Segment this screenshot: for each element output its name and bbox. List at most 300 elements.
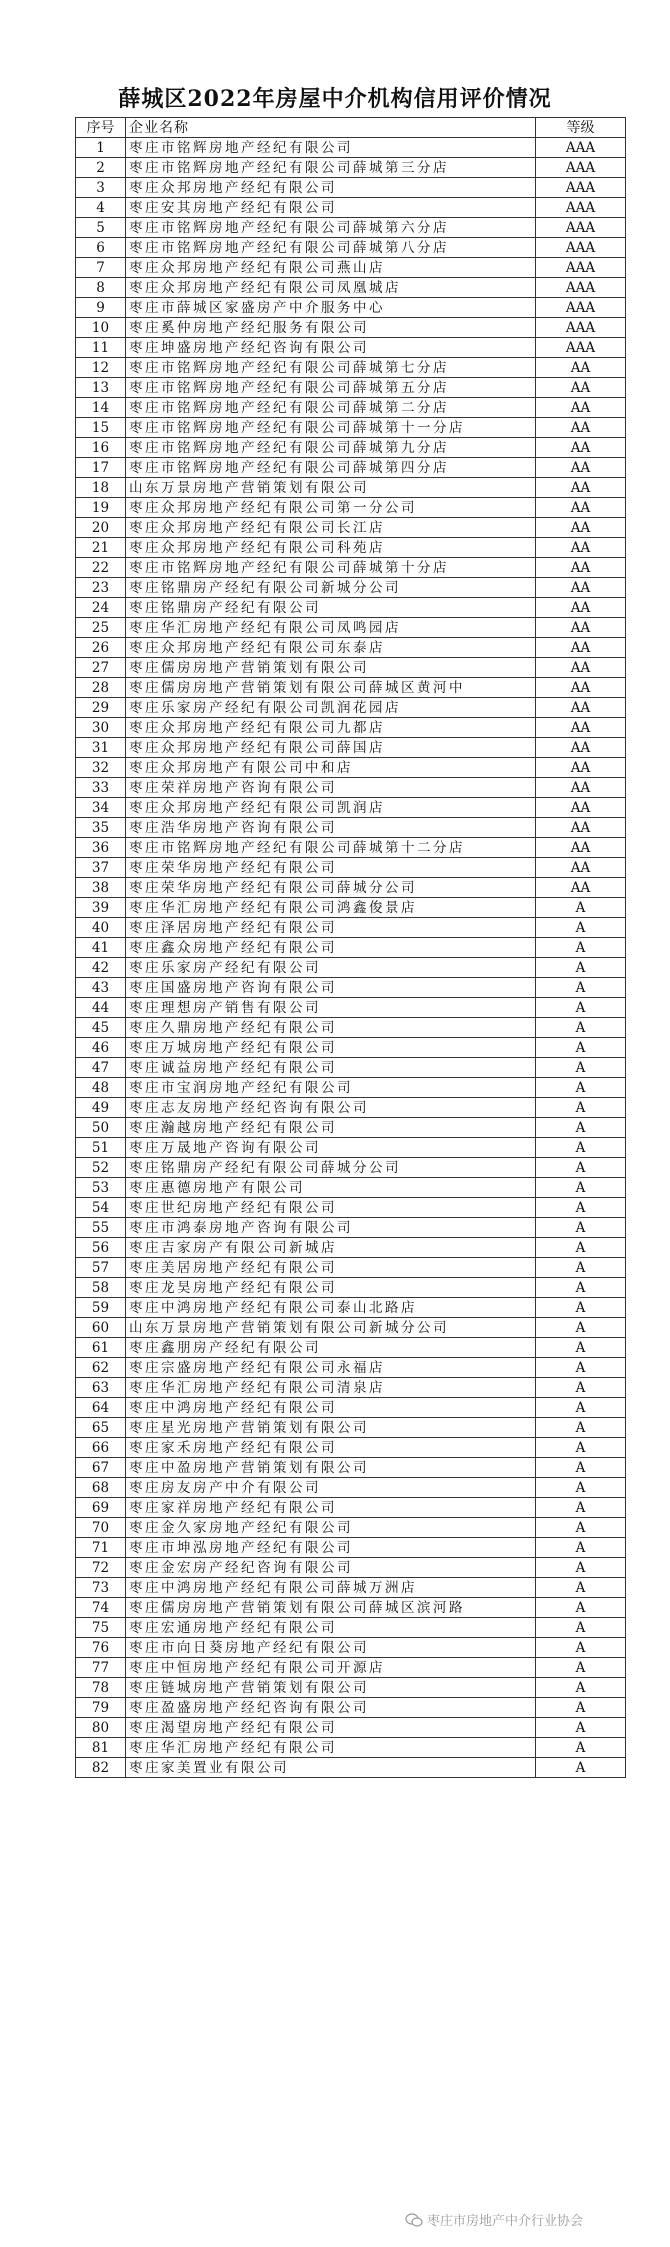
row-index: 27	[76, 658, 126, 678]
table-row	[76, 1018, 626, 1038]
row-grade: A	[536, 1578, 626, 1598]
row-company-name: 枣庄鑫众房地产经纪有限公司	[126, 938, 536, 958]
table-row	[76, 1238, 626, 1258]
row-grade: A	[536, 1278, 626, 1298]
row-grade: A	[536, 1258, 626, 1278]
table-row	[76, 978, 626, 998]
table-row	[76, 158, 626, 178]
row-grade: A	[536, 1018, 626, 1038]
row-company-name: 枣庄众邦房地产经纪有限公司凯润店	[126, 798, 536, 818]
table-row	[76, 1218, 626, 1238]
row-grade: A	[536, 1118, 626, 1138]
row-index: 19	[76, 498, 126, 518]
row-grade: A	[536, 1618, 626, 1638]
row-grade: A	[536, 1158, 626, 1178]
row-index: 46	[76, 1038, 126, 1058]
row-grade: AAA	[536, 218, 626, 238]
row-index: 50	[76, 1118, 126, 1138]
table-row	[76, 1258, 626, 1278]
row-company-name: 枣庄国盛房地产咨询有限公司	[126, 978, 536, 998]
row-index: 40	[76, 918, 126, 938]
table-row	[76, 818, 626, 838]
row-index: 51	[76, 1138, 126, 1158]
row-company-name: 枣庄中盈房地产营销策划有限公司	[126, 1458, 536, 1478]
row-grade: AA	[536, 558, 626, 578]
row-index: 53	[76, 1178, 126, 1198]
row-index: 29	[76, 698, 126, 718]
row-grade: A	[536, 1238, 626, 1258]
table-row	[76, 1478, 626, 1498]
row-grade: A	[536, 918, 626, 938]
row-index: 8	[76, 278, 126, 298]
row-company-name: 枣庄乐家房产经纪有限公司	[126, 958, 536, 978]
row-grade: AAA	[536, 138, 626, 158]
row-grade: A	[536, 1398, 626, 1418]
row-company-name: 枣庄金久家房地产经纪有限公司	[126, 1518, 536, 1538]
table-row	[76, 678, 626, 698]
table-row	[76, 1678, 626, 1698]
row-grade: A	[536, 1318, 626, 1338]
row-grade: AA	[536, 798, 626, 818]
table-row	[76, 378, 626, 398]
row-index: 54	[76, 1198, 126, 1218]
row-grade: AAA	[536, 298, 626, 318]
row-grade: A	[536, 958, 626, 978]
row-company-name: 枣庄乐家房产经纪有限公司凯润花园店	[126, 698, 536, 718]
row-company-name: 枣庄中鸿房地产经纪有限公司	[126, 1398, 536, 1418]
row-company-name: 枣庄惠德房地产有限公司	[126, 1178, 536, 1198]
table-row	[76, 1718, 626, 1738]
row-index: 31	[76, 738, 126, 758]
row-index: 30	[76, 718, 126, 738]
row-company-name: 山东万景房地产营销策划有限公司新城分公司	[126, 1318, 536, 1338]
page-title: 薛城区2022年房屋中介机构信用评价情况	[118, 86, 552, 112]
row-company-name: 枣庄盈盛房地产经纪咨询有限公司	[126, 1698, 536, 1718]
table-row	[76, 878, 626, 898]
row-company-name: 枣庄众邦房地产经纪有限公司燕山店	[126, 258, 536, 278]
row-company-name: 枣庄市铭辉房地产经纪有限公司薛城第七分店	[126, 358, 536, 378]
table-row	[76, 1758, 626, 1778]
row-index: 80	[76, 1718, 126, 1738]
row-index: 42	[76, 958, 126, 978]
row-index: 49	[76, 1098, 126, 1118]
row-grade: A	[536, 1198, 626, 1218]
row-index: 76	[76, 1638, 126, 1658]
row-grade: AA	[536, 698, 626, 718]
table-row	[76, 1318, 626, 1338]
row-index: 79	[76, 1698, 126, 1718]
row-grade: AA	[536, 818, 626, 838]
row-grade: AA	[536, 678, 626, 698]
row-index: 2	[76, 158, 126, 178]
table-row	[76, 198, 626, 218]
row-grade: AAA	[536, 338, 626, 358]
row-index: 60	[76, 1318, 126, 1338]
row-index: 70	[76, 1518, 126, 1538]
row-index: 38	[76, 878, 126, 898]
row-company-name: 枣庄市铭辉房地产经纪有限公司薛城第五分店	[126, 378, 536, 398]
table-row	[76, 1118, 626, 1138]
row-grade: A	[536, 1358, 626, 1378]
row-company-name: 枣庄中鸿房地产经纪有限公司薛城万洲店	[126, 1578, 536, 1598]
table-row	[76, 1198, 626, 1218]
row-grade: AA	[536, 358, 626, 378]
row-grade: A	[536, 1458, 626, 1478]
row-grade: A	[536, 1678, 626, 1698]
table-row	[76, 958, 626, 978]
row-grade: A	[536, 938, 626, 958]
row-company-name: 枣庄宗盛房地产经纪有限公司永福店	[126, 1358, 536, 1378]
row-index: 32	[76, 758, 126, 778]
row-grade: A	[536, 1558, 626, 1578]
row-grade: AA	[536, 638, 626, 658]
row-grade: AAA	[536, 278, 626, 298]
row-grade: AA	[536, 598, 626, 618]
row-company-name: 枣庄家祥房地产经纪有限公司	[126, 1498, 536, 1518]
table-row	[76, 1358, 626, 1378]
table-row	[76, 438, 626, 458]
table-row	[76, 418, 626, 438]
table-row	[76, 578, 626, 598]
row-grade: A	[536, 1758, 626, 1778]
row-index: 4	[76, 198, 126, 218]
row-index: 34	[76, 798, 126, 818]
row-company-name: 枣庄渴望房地产经纪有限公司	[126, 1718, 536, 1738]
row-company-name: 枣庄家禾房地产经纪有限公司	[126, 1438, 536, 1458]
row-index: 57	[76, 1258, 126, 1278]
row-company-name: 枣庄万晟地产咨询有限公司	[126, 1138, 536, 1158]
row-company-name: 枣庄市向日葵房地产经纪有限公司	[126, 1638, 536, 1658]
row-index: 74	[76, 1598, 126, 1618]
row-company-name: 枣庄华汇房地产经纪有限公司清泉店	[126, 1378, 536, 1398]
table-row	[76, 1538, 626, 1558]
row-index: 21	[76, 538, 126, 558]
table-row	[76, 838, 626, 858]
row-grade: A	[536, 1438, 626, 1458]
row-index: 48	[76, 1078, 126, 1098]
table-row	[76, 318, 626, 338]
row-index: 28	[76, 678, 126, 698]
row-company-name: 枣庄铭鼎房产经纪有限公司	[126, 598, 536, 618]
table-row	[76, 738, 626, 758]
row-index: 7	[76, 258, 126, 278]
table-row	[76, 1458, 626, 1478]
row-index: 33	[76, 778, 126, 798]
row-company-name: 枣庄华汇房地产经纪有限公司凤鸣园店	[126, 618, 536, 638]
row-grade: A	[536, 1478, 626, 1498]
table-row	[76, 638, 626, 658]
row-company-name: 枣庄中恒房地产经纪有限公司开源店	[126, 1658, 536, 1678]
row-company-name: 枣庄众邦房地产经纪有限公司九都店	[126, 718, 536, 738]
row-index: 65	[76, 1418, 126, 1438]
row-grade: A	[536, 1518, 626, 1538]
row-grade: A	[536, 1298, 626, 1318]
row-index: 15	[76, 418, 126, 438]
row-grade: AAA	[536, 238, 626, 258]
table-row	[76, 1158, 626, 1178]
row-index: 5	[76, 218, 126, 238]
row-company-name: 枣庄众邦房地产经纪有限公司薛国店	[126, 738, 536, 758]
row-company-name: 枣庄市铭辉房地产经纪有限公司薛城第十二分店	[126, 838, 536, 858]
table-row	[76, 1378, 626, 1398]
row-company-name: 枣庄链城房地产营销策划有限公司	[126, 1678, 536, 1698]
row-grade: A	[536, 1058, 626, 1078]
row-index: 81	[76, 1738, 126, 1758]
row-index: 3	[76, 178, 126, 198]
row-grade: A	[536, 898, 626, 918]
row-company-name: 枣庄中鸿房地产经纪有限公司泰山北路店	[126, 1298, 536, 1318]
row-grade: AA	[536, 538, 626, 558]
row-index: 11	[76, 338, 126, 358]
row-index: 67	[76, 1458, 126, 1478]
row-index: 39	[76, 898, 126, 918]
row-grade: AA	[536, 418, 626, 438]
table-row	[76, 998, 626, 1018]
table-row	[76, 1738, 626, 1758]
row-index: 58	[76, 1278, 126, 1298]
row-index: 61	[76, 1338, 126, 1358]
row-grade: A	[536, 1718, 626, 1738]
row-company-name: 枣庄世纪房地产经纪有限公司	[126, 1198, 536, 1218]
row-grade: AA	[536, 398, 626, 418]
row-company-name: 枣庄市薛城区家盛房产中介服务中心	[126, 298, 536, 318]
row-company-name: 枣庄众邦房地产经纪有限公司东泰店	[126, 638, 536, 658]
row-index: 55	[76, 1218, 126, 1238]
row-company-name: 枣庄华汇房地产经纪有限公司	[126, 1738, 536, 1758]
row-company-name: 枣庄荣华房地产经纪有限公司	[126, 858, 536, 878]
row-index: 43	[76, 978, 126, 998]
row-index: 66	[76, 1438, 126, 1458]
row-grade: AA	[536, 478, 626, 498]
row-company-name: 枣庄万城房地产经纪有限公司	[126, 1038, 536, 1058]
row-grade: AA	[536, 498, 626, 518]
row-company-name: 枣庄市宝润房地产经纪有限公司	[126, 1078, 536, 1098]
table-row	[76, 1078, 626, 1098]
table-row	[76, 558, 626, 578]
row-grade: A	[536, 1338, 626, 1358]
row-index: 13	[76, 378, 126, 398]
row-company-name: 枣庄房友房产中介有限公司	[126, 1478, 536, 1498]
row-index: 37	[76, 858, 126, 878]
table-row	[76, 598, 626, 618]
table-row	[76, 518, 626, 538]
row-index: 45	[76, 1018, 126, 1038]
row-grade: A	[536, 1178, 626, 1198]
row-grade: AA	[536, 778, 626, 798]
row-index: 68	[76, 1478, 126, 1498]
row-company-name: 枣庄坤盛房地产经纪咨询有限公司	[126, 338, 536, 358]
row-company-name: 枣庄铭鼎房产经纪有限公司新城分公司	[126, 578, 536, 598]
row-index: 6	[76, 238, 126, 258]
row-grade: A	[536, 1078, 626, 1098]
row-company-name: 枣庄荣祥房地产咨询有限公司	[126, 778, 536, 798]
row-company-name: 枣庄儒房房地产营销策划有限公司薛城区滨河路	[126, 1598, 536, 1618]
table-row	[76, 1658, 626, 1678]
row-company-name: 枣庄儒房房地产营销策划有限公司	[126, 658, 536, 678]
row-index: 69	[76, 1498, 126, 1518]
row-grade: A	[536, 1638, 626, 1658]
row-grade: AA	[536, 438, 626, 458]
row-grade: AA	[536, 658, 626, 678]
row-grade: A	[536, 998, 626, 1018]
table-row	[76, 218, 626, 238]
row-company-name: 枣庄众邦房地产有限公司中和店	[126, 758, 536, 778]
table-row	[76, 718, 626, 738]
table-row	[76, 538, 626, 558]
row-index: 59	[76, 1298, 126, 1318]
row-index: 78	[76, 1678, 126, 1698]
table-row	[76, 778, 626, 798]
table-row	[76, 1598, 626, 1618]
row-company-name: 枣庄众邦房地产经纪有限公司长江店	[126, 518, 536, 538]
row-grade: A	[536, 1498, 626, 1518]
row-index: 20	[76, 518, 126, 538]
table-row	[76, 1338, 626, 1358]
row-grade: AA	[536, 518, 626, 538]
row-company-name: 枣庄市铭辉房地产经纪有限公司薛城第二分店	[126, 398, 536, 418]
row-grade: AA	[536, 758, 626, 778]
row-grade: AA	[536, 878, 626, 898]
table-row	[76, 1558, 626, 1578]
row-company-name: 枣庄荣华房地产经纪有限公司薛城分公司	[126, 878, 536, 898]
table-row	[76, 618, 626, 638]
row-grade: A	[536, 1038, 626, 1058]
row-index: 73	[76, 1578, 126, 1598]
row-index: 47	[76, 1058, 126, 1078]
row-index: 10	[76, 318, 126, 338]
table-row	[76, 1038, 626, 1058]
row-index: 52	[76, 1158, 126, 1178]
table-row	[76, 1438, 626, 1458]
table-row	[76, 178, 626, 198]
table-row	[76, 398, 626, 418]
row-grade: A	[536, 1738, 626, 1758]
row-grade: A	[536, 978, 626, 998]
row-company-name: 枣庄市铭辉房地产经纪有限公司薛城第十分店	[126, 558, 536, 578]
row-index: 56	[76, 1238, 126, 1258]
table-row	[76, 1698, 626, 1718]
row-index: 77	[76, 1658, 126, 1678]
row-index: 14	[76, 398, 126, 418]
table-row	[76, 1618, 626, 1638]
row-company-name: 枣庄众邦房地产经纪有限公司凤凰城店	[126, 278, 536, 298]
watermark-text: 枣庄市房地产中介行业协会	[427, 2214, 584, 2229]
row-index: 9	[76, 298, 126, 318]
table-body	[76, 138, 626, 1778]
row-company-name: 枣庄浩华房地产咨询有限公司	[126, 818, 536, 838]
table-row	[76, 138, 626, 158]
header-index: 序号	[76, 118, 126, 138]
row-grade: AA	[536, 858, 626, 878]
row-index: 62	[76, 1358, 126, 1378]
row-index: 41	[76, 938, 126, 958]
row-grade: A	[536, 1378, 626, 1398]
row-index: 12	[76, 358, 126, 378]
row-grade: AA	[536, 578, 626, 598]
row-index: 72	[76, 1558, 126, 1578]
row-index: 22	[76, 558, 126, 578]
row-company-name: 枣庄金宏房产经纪咨询有限公司	[126, 1558, 536, 1578]
table-row	[76, 1638, 626, 1658]
row-index: 44	[76, 998, 126, 1018]
row-grade: A	[536, 1218, 626, 1238]
header-grade: 等级	[536, 118, 626, 138]
rating-table	[75, 117, 626, 1778]
row-company-name: 枣庄吉家房产有限公司新城店	[126, 1238, 536, 1258]
row-grade: A	[536, 1538, 626, 1558]
row-company-name: 枣庄奚仲房地产经纪服务有限公司	[126, 318, 536, 338]
row-index: 63	[76, 1378, 126, 1398]
table-row	[76, 1098, 626, 1118]
row-grade: A	[536, 1138, 626, 1158]
row-index: 17	[76, 458, 126, 478]
row-company-name: 枣庄众邦房地产经纪有限公司	[126, 178, 536, 198]
row-company-name: 枣庄市铭辉房地产经纪有限公司薛城第九分店	[126, 438, 536, 458]
table-row	[76, 1138, 626, 1158]
row-index: 64	[76, 1398, 126, 1418]
table-row	[76, 298, 626, 318]
row-index: 82	[76, 1758, 126, 1778]
row-index: 1	[76, 138, 126, 158]
row-company-name: 枣庄华汇房地产经纪有限公司鸿鑫俊景店	[126, 898, 536, 918]
table-row	[76, 938, 626, 958]
row-grade: AAA	[536, 158, 626, 178]
table-row	[76, 358, 626, 378]
table-row	[76, 1058, 626, 1078]
row-grade: AAA	[536, 198, 626, 218]
row-company-name: 枣庄星光房地产营销策划有限公司	[126, 1418, 536, 1438]
row-company-name: 枣庄市铭辉房地产经纪有限公司薛城第八分店	[126, 238, 536, 258]
table-row	[76, 1278, 626, 1298]
table-row	[76, 238, 626, 258]
row-grade: AAA	[536, 178, 626, 198]
table-row	[76, 1178, 626, 1198]
row-company-name: 枣庄龙昊房地产经纪有限公司	[126, 1278, 536, 1298]
row-company-name: 枣庄市铭辉房地产经纪有限公司薛城第十一分店	[126, 418, 536, 438]
table-row	[76, 258, 626, 278]
row-grade: AA	[536, 738, 626, 758]
row-grade: A	[536, 1598, 626, 1618]
row-grade: AA	[536, 618, 626, 638]
row-index: 35	[76, 818, 126, 838]
table-row	[76, 1578, 626, 1598]
row-company-name: 枣庄瀚越房地产经纪有限公司	[126, 1118, 536, 1138]
row-index: 18	[76, 478, 126, 498]
row-company-name: 枣庄志友房地产经纪咨询有限公司	[126, 1098, 536, 1118]
table-row	[76, 758, 626, 778]
table-row	[76, 1418, 626, 1438]
row-company-name: 枣庄众邦房地产经纪有限公司第一分公司	[126, 498, 536, 518]
row-index: 36	[76, 838, 126, 858]
row-company-name: 枣庄理想房产销售有限公司	[126, 998, 536, 1018]
row-company-name: 枣庄久鼎房地产经纪有限公司	[126, 1018, 536, 1038]
table-row	[76, 798, 626, 818]
row-grade: AAA	[536, 318, 626, 338]
row-index: 23	[76, 578, 126, 598]
table-row	[76, 478, 626, 498]
row-company-name: 枣庄众邦房地产经纪有限公司科苑店	[126, 538, 536, 558]
row-grade: A	[536, 1098, 626, 1118]
row-index: 75	[76, 1618, 126, 1638]
row-company-name: 枣庄市鸿泰房地产咨询有限公司	[126, 1218, 536, 1238]
row-index: 71	[76, 1538, 126, 1558]
row-index: 25	[76, 618, 126, 638]
row-company-name: 枣庄宏通房地产经纪有限公司	[126, 1618, 536, 1638]
row-company-name: 山东万景房地产营销策划有限公司	[126, 478, 536, 498]
table-header-row	[76, 118, 626, 138]
row-grade: AA	[536, 378, 626, 398]
row-company-name: 枣庄鑫朋房产经纪有限公司	[126, 1338, 536, 1358]
